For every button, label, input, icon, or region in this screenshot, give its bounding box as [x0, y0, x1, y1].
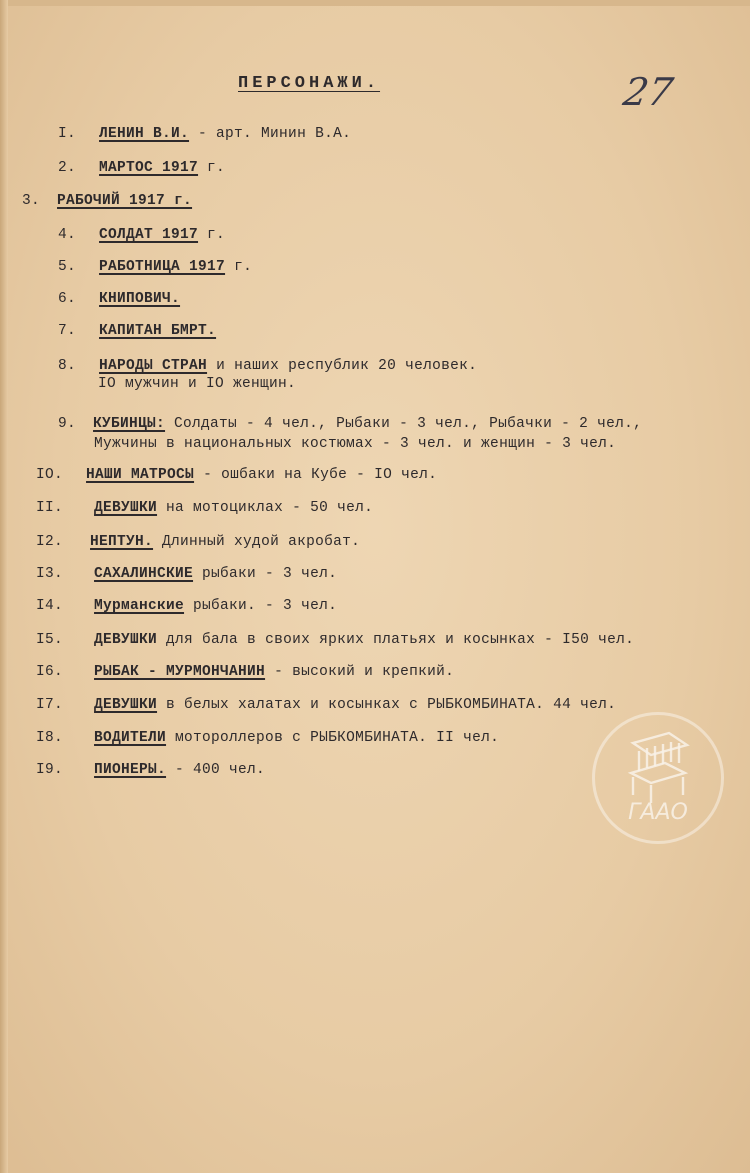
list-item: 7. КАПИТАН БМРТ.: [58, 323, 217, 339]
list-item: I9. ПИОНЕРЫ. - 400 чел.: [36, 762, 266, 778]
list-item-continuation: Мужчины в национальных костюмах - 3 чел. и женщин - 3 чел.: [94, 436, 617, 452]
list-item: I4. Мурманские рыбаки. - 3 чел.: [36, 598, 338, 614]
list-item: 9. КУБИНЦЫ: Солдаты - 4 чел., Рыбаки - 3 чел., Рыбачки - 2 чел.,: [58, 416, 643, 432]
list-item: I3. САХАЛИНСКИЕ рыбаки - 3 чел.: [36, 566, 338, 582]
handwritten-page-number: 27: [620, 70, 677, 114]
list-item: 6. КНИПОВИЧ.: [58, 291, 181, 307]
list-item: I5. ДЕВУШКИ для бала в своих ярких платьях и косынках - I50 чел.: [36, 632, 635, 648]
page-top-edge: [0, 0, 750, 6]
list-item: 4. СОЛДАТ 1917 г.: [58, 227, 226, 243]
archive-logo-icon: [595, 715, 721, 841]
page-binding-edge: [0, 0, 8, 1173]
list-item: I2. НЕПТУН. Длинный худой акробат.: [36, 534, 361, 550]
list-item: 8. НАРОДЫ СТРАН и наших республик 20 человек.: [58, 358, 478, 374]
list-item: I7. ДЕВУШКИ в белых халатах и косынках с РЫБКОМБИНАТА. 44 чел.: [36, 697, 617, 713]
list-item: 2. МАРТОС 1917 г.: [58, 160, 226, 176]
list-item: IO. НАШИ МАТРОСЫ - ошбаки на Кубе - IO чел.: [36, 467, 438, 483]
list-item: I6. РЫБАК - МУРМОНЧАНИН - высокий и крепкий.: [36, 664, 455, 680]
document-title: ПЕРСОНАЖИ.: [238, 74, 381, 93]
list-item: 5. РАБОТНИЦА 1917 г.: [58, 259, 253, 275]
list-item: II. ДЕВУШКИ на мотоциклах - 50 чел.: [36, 500, 374, 516]
stamp-letters: ГААО: [628, 800, 688, 825]
list-item: 3. РАБОЧИЙ 1917 г.: [22, 193, 193, 209]
list-item-continuation: IO мужчин и IO женщин.: [98, 376, 297, 392]
list-item: I. ЛЕНИН В.И. - арт. Минин В.А.: [58, 126, 352, 142]
list-item: I8. ВОДИТЕЛИ мотороллеров с РЫБКОМБИНАТА. II чел.: [36, 730, 500, 746]
archive-stamp-watermark: [592, 712, 724, 844]
